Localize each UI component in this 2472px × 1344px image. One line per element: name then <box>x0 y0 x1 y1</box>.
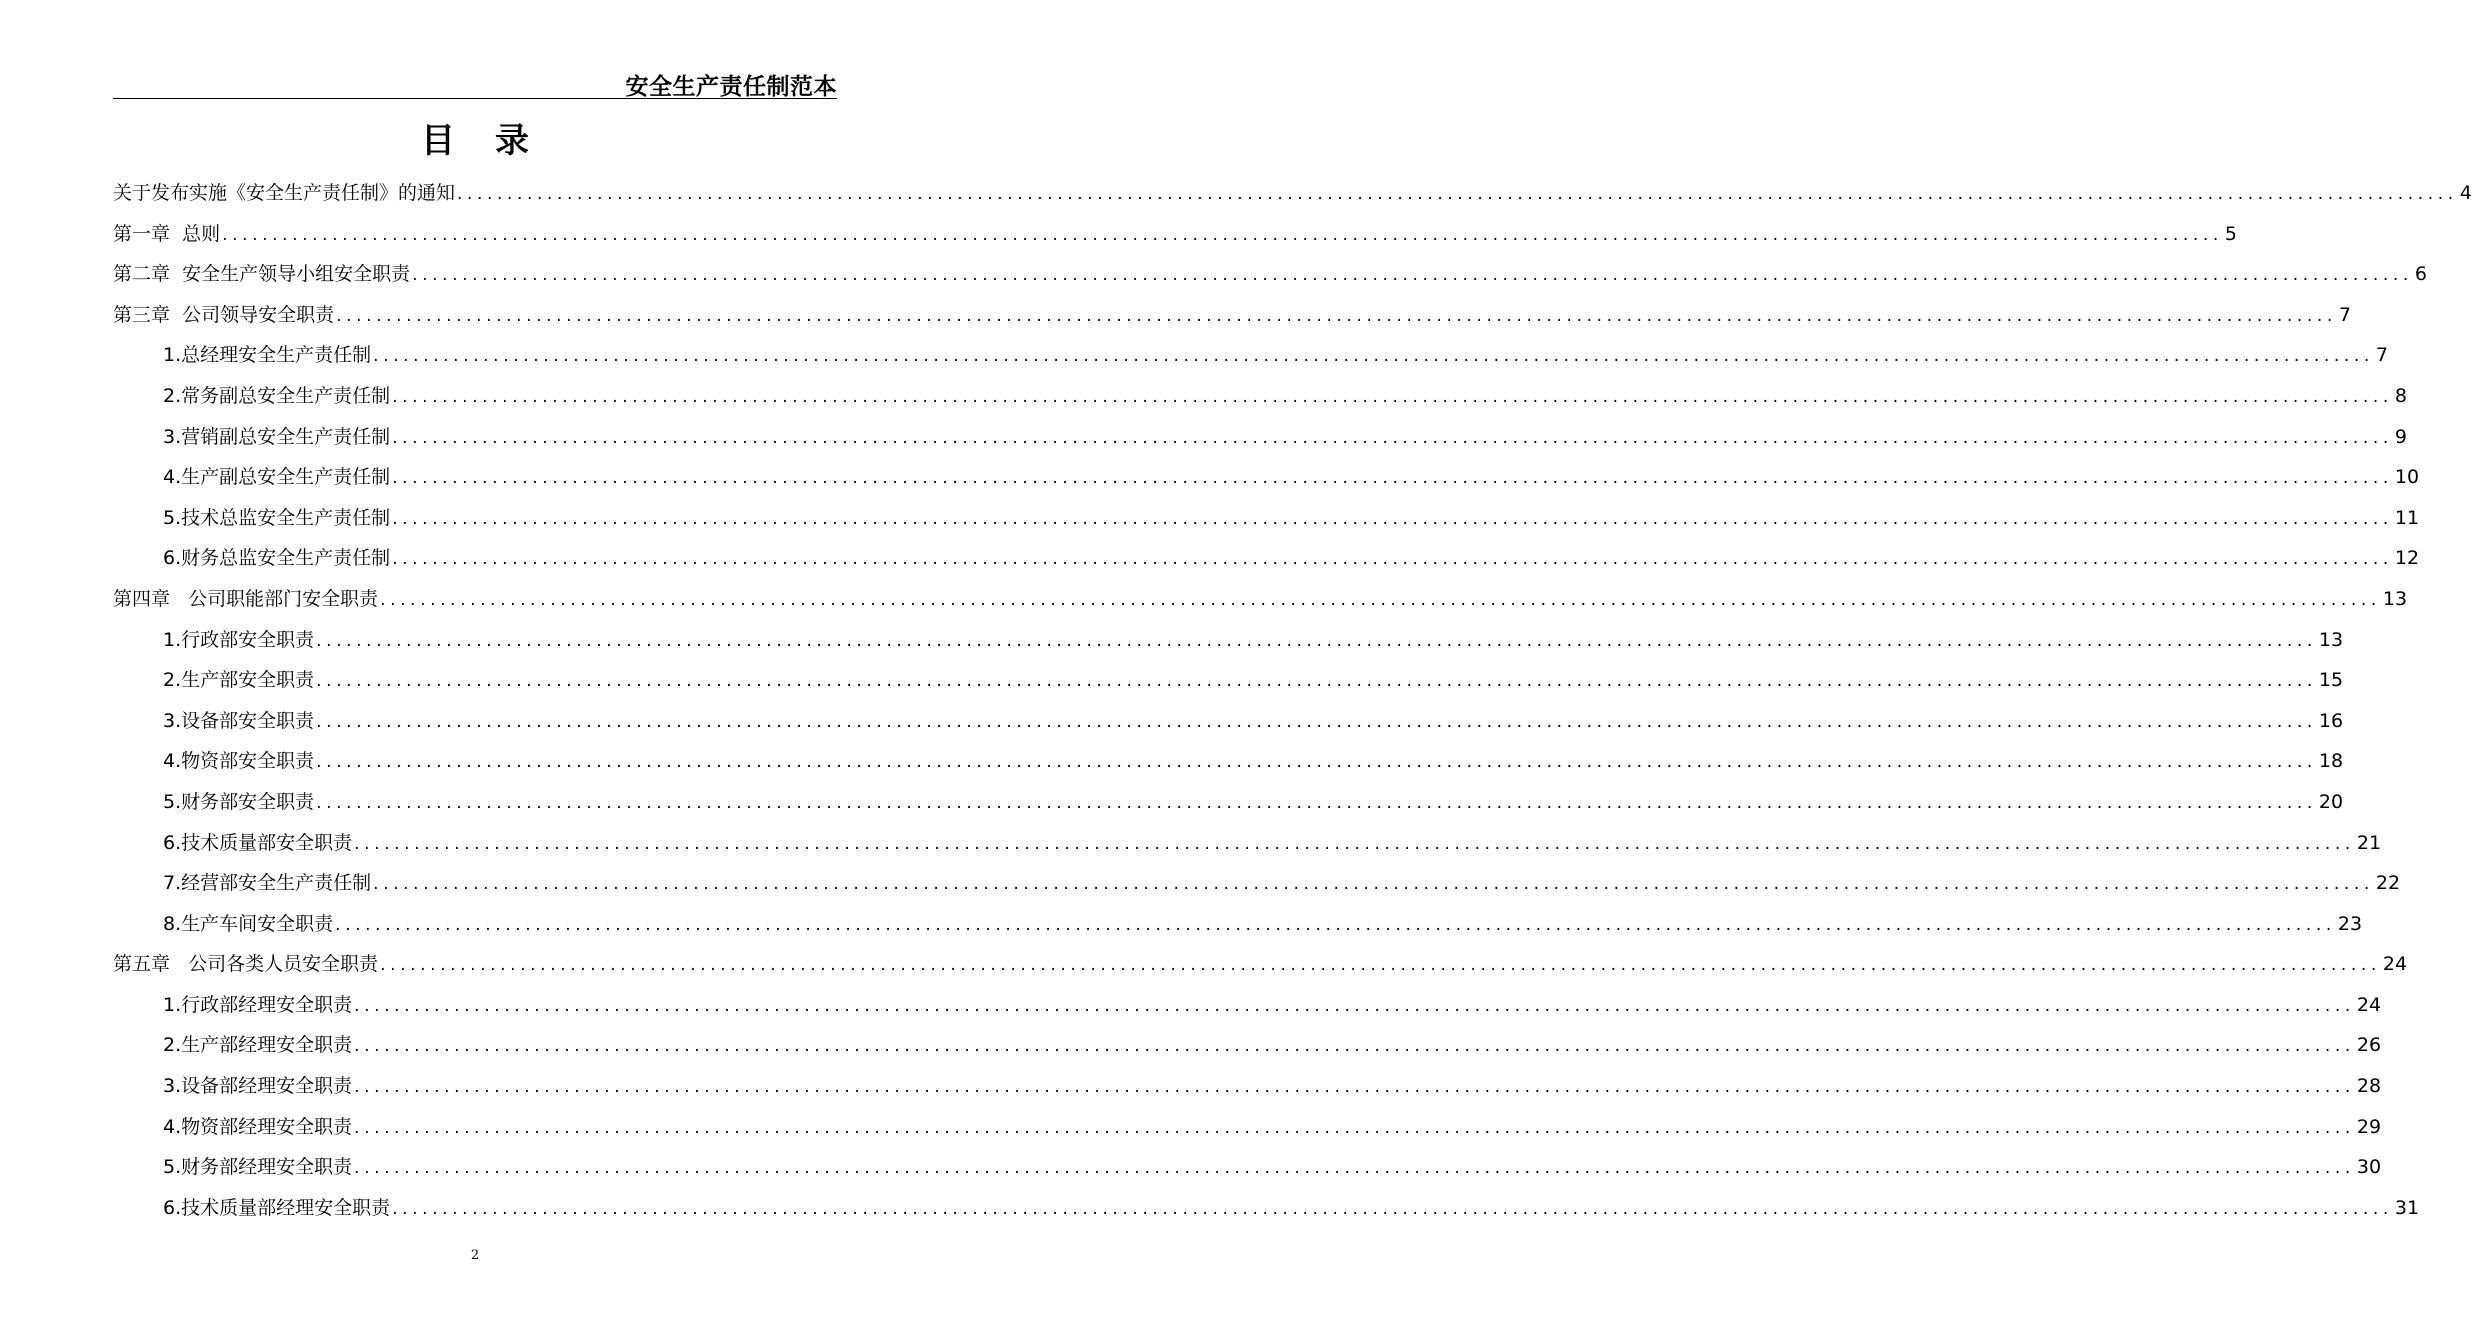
toc-entry-title: 3.设备部经理安全职责 <box>163 1075 353 1098</box>
toc-leader-dots: ........................................................................................................................................................................................................ <box>412 265 2413 286</box>
toc-leader-dots: ........................................................................................................................................................................................................ <box>392 386 2393 407</box>
toc-entry-page: 12 <box>2394 547 2420 570</box>
toc-entry[interactable] <box>113 1025 2382 1066</box>
toc-leader-dots: ........................................................................................................................................................................................................ <box>354 1077 2355 1098</box>
toc-entry[interactable] <box>113 538 2420 579</box>
toc-entry[interactable] <box>113 944 2408 985</box>
toc-entry[interactable] <box>113 457 2420 498</box>
toc-leader-dots: ........................................................................................................................................................................................................ <box>222 224 2223 245</box>
toc-entry-page: 13 <box>2318 628 2344 651</box>
toc-leader-dots: ........................................................................................................................................................................................................ <box>316 752 2317 773</box>
toc-entry-page: 16 <box>2318 709 2344 732</box>
toc-entry[interactable] <box>113 1188 2420 1229</box>
toc-entry-page: 15 <box>2318 669 2344 692</box>
toc-entry[interactable] <box>113 620 2344 661</box>
toc-entry[interactable] <box>113 1107 2382 1148</box>
toc-leader-dots: ........................................................................................................................................................................................................ <box>373 346 2374 367</box>
toc-entry[interactable] <box>113 376 2407 417</box>
toc-leader-dots: ........................................................................................................................................................................................................ <box>392 1198 2393 1219</box>
toc-entry-title: 第四章 公司职能部门安全职责 <box>113 587 379 610</box>
toc-leader-dots: ........................................................................................................................................................................................................ <box>354 995 2355 1016</box>
toc-entry-title: 6.技术质量部安全职责 <box>163 831 353 854</box>
toc-entry-page: 20 <box>2318 790 2344 813</box>
toc-title: 目录 <box>421 121 569 161</box>
toc-entry[interactable] <box>113 782 2344 823</box>
toc-entry[interactable] <box>113 985 2382 1026</box>
toc-entry-page: 9 <box>2394 425 2407 448</box>
toc-entry[interactable] <box>113 173 2472 214</box>
toc-leader-dots: ........................................................................................................................................................................................................ <box>354 1117 2355 1138</box>
toc-entry[interactable] <box>113 295 2351 336</box>
toc-entry-title: 3.设备部安全职责 <box>163 709 315 732</box>
toc-entry[interactable] <box>113 417 2407 458</box>
toc-leader-dots: ........................................................................................................................................................................................................ <box>335 914 2336 935</box>
toc-entry-title: 1.总经理安全生产责任制 <box>163 344 372 367</box>
toc-entry-title: 1.行政部安全职责 <box>163 628 315 651</box>
header-title: 安全生产责任制范本 <box>625 74 837 100</box>
toc-leader-dots: ........................................................................................................................................................................................................ <box>392 508 2393 529</box>
toc-leader-dots: ........................................................................................................................................................................................................ <box>457 184 2458 204</box>
toc-entry[interactable] <box>113 741 2344 782</box>
toc-entry[interactable] <box>113 863 2401 904</box>
toc-entry-page: 11 <box>2394 506 2420 529</box>
toc-entry-page: 23 <box>2337 912 2363 935</box>
page-number: 2 <box>470 1248 480 1263</box>
toc-entry-page: 7 <box>2338 303 2351 326</box>
toc-entry-title: 第一章 总则 <box>113 222 221 245</box>
toc-entry[interactable] <box>113 904 2363 945</box>
toc-leader-dots: ........................................................................................................................................................................................................ <box>373 874 2374 895</box>
toc-leader-dots: ........................................................................................................................................................................................................ <box>392 549 2393 570</box>
toc-entry-page: 29 <box>2356 1115 2382 1138</box>
toc-entry-title: 2.生产部安全职责 <box>163 669 315 692</box>
toc-entry[interactable] <box>113 701 2344 742</box>
toc-entry-page: 22 <box>2375 872 2401 895</box>
toc-entry-page: 24 <box>2356 993 2382 1016</box>
toc-entry-page: 4 <box>2459 182 2472 204</box>
toc-leader-dots: ........................................................................................................................................................................................................ <box>392 468 2393 489</box>
toc-entry-title: 4.生产副总安全生产责任制 <box>163 466 391 489</box>
toc-entry-title: 6.财务总监安全生产责任制 <box>163 547 391 570</box>
toc-entry-page: 21 <box>2356 831 2382 854</box>
toc-entry-page: 10 <box>2394 466 2420 489</box>
toc-entry-title: 5.财务部经理安全职责 <box>163 1156 353 1179</box>
toc-entry-title: 第三章 公司领导安全职责 <box>113 303 335 326</box>
toc-entry[interactable] <box>113 1147 2382 1188</box>
toc-entry[interactable] <box>113 254 2427 295</box>
toc-entry-title: 1.行政部经理安全职责 <box>163 993 353 1016</box>
toc-leader-dots: ........................................................................................................................................................................................................ <box>354 1158 2355 1179</box>
toc-entry[interactable] <box>113 823 2382 864</box>
toc-entry-title: 8.生产车间安全职责 <box>163 912 334 935</box>
toc-leader-dots: ........................................................................................................................................................................................................ <box>316 792 2317 813</box>
toc-entry-title: 6.技术质量部经理安全职责 <box>163 1196 391 1219</box>
toc-entry[interactable] <box>113 498 2420 539</box>
toc-entry[interactable] <box>113 1066 2382 1107</box>
toc-entry-title: 5.财务部安全职责 <box>163 790 315 813</box>
toc-entry-page: 8 <box>2394 384 2407 407</box>
toc-entry-title: 7.经营部安全生产责任制 <box>163 872 372 895</box>
toc-entry-title: 3.营销副总安全生产责任制 <box>163 425 391 448</box>
toc-entry-title: 2.常务副总安全生产责任制 <box>163 384 391 407</box>
toc-entry-page: 7 <box>2375 344 2388 367</box>
toc-leader-dots: ........................................................................................................................................................................................................ <box>316 711 2317 732</box>
toc-entry-title: 4.物资部安全职责 <box>163 750 315 773</box>
toc-entry-page: 18 <box>2318 750 2344 773</box>
toc-leader-dots: ........................................................................................................................................................................................................ <box>380 589 2381 610</box>
toc-entry-page: 26 <box>2356 1034 2382 1057</box>
table-of-contents <box>113 173 2472 1228</box>
toc-entry-page: 30 <box>2356 1156 2382 1179</box>
toc-leader-dots: ........................................................................................................................................................................................................ <box>354 1036 2355 1057</box>
toc-entry-title: 5.技术总监安全生产责任制 <box>163 506 391 529</box>
toc-leader-dots: ........................................................................................................................................................................................................ <box>316 671 2317 692</box>
toc-leader-dots: ........................................................................................................................................................................................................ <box>392 427 2393 448</box>
toc-entry-title: 2.生产部经理安全职责 <box>163 1034 353 1057</box>
toc-leader-dots: ........................................................................................................................................................................................................ <box>316 630 2317 651</box>
toc-leader-dots: ........................................................................................................................................................................................................ <box>354 833 2355 854</box>
toc-entry-page: 28 <box>2356 1075 2382 1098</box>
page-header <box>113 66 837 99</box>
toc-entry-page: 13 <box>2382 587 2408 610</box>
toc-entry-page: 31 <box>2394 1196 2420 1219</box>
toc-entry[interactable] <box>113 579 2408 620</box>
toc-entry-page: 6 <box>2414 263 2427 286</box>
toc-entry-title: 关于发布实施《安全生产责任制》的通知 <box>113 182 456 204</box>
toc-leader-dots: ........................................................................................................................................................................................................ <box>380 955 2381 976</box>
toc-entry[interactable] <box>113 660 2344 701</box>
toc-entry-page: 5 <box>2224 222 2237 245</box>
toc-entry[interactable] <box>113 214 2237 255</box>
toc-entry-title: 4.物资部经理安全职责 <box>163 1115 353 1138</box>
toc-entry-title: 第二章 安全生产领导小组安全职责 <box>113 263 411 286</box>
toc-leader-dots: ........................................................................................................................................................................................................ <box>336 305 2337 326</box>
toc-entry[interactable] <box>113 335 2388 376</box>
toc-entry-title: 第五章 公司各类人员安全职责 <box>113 953 379 976</box>
toc-entry-page: 24 <box>2382 953 2408 976</box>
